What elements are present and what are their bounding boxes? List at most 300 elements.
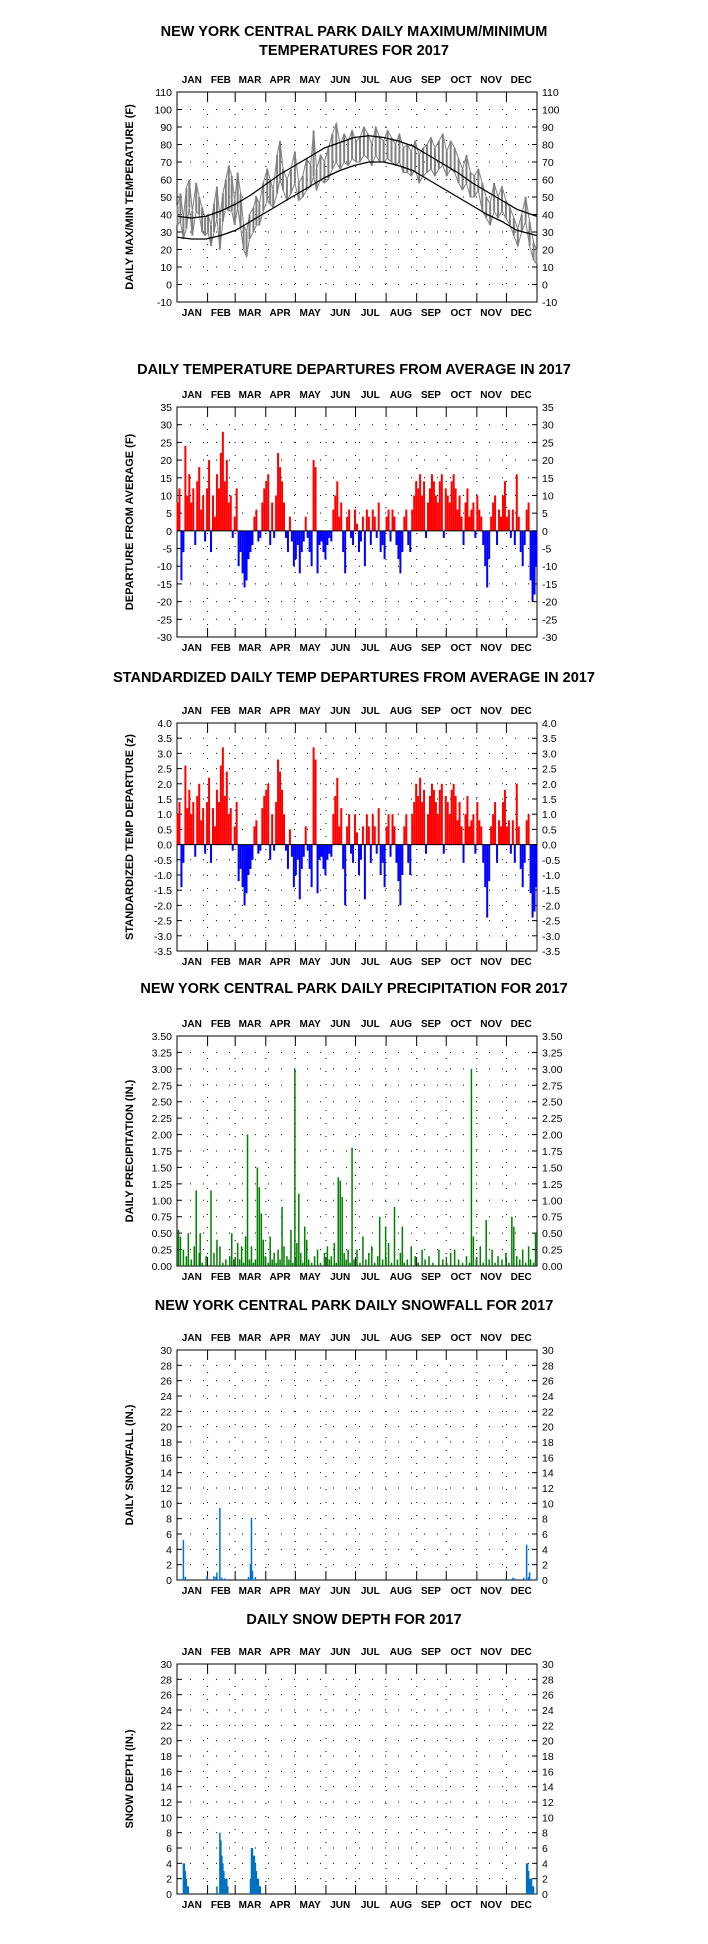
y-tick-label-left: -25	[156, 614, 172, 627]
y-tick-label-right: 30	[542, 1345, 554, 1357]
positive-departure-bar	[447, 802, 449, 845]
negative-departure-bar	[303, 845, 305, 857]
positive-departure-bar	[283, 814, 285, 844]
month-label-bottom: FEB	[210, 1586, 231, 1597]
negative-departure-bar	[443, 531, 445, 538]
month-label-top: FEB	[210, 706, 231, 717]
positive-departure-bar	[338, 826, 340, 844]
month-label-top: JUN	[330, 1647, 351, 1658]
precip-bar	[334, 1243, 336, 1266]
month-label-bottom: APR	[269, 643, 291, 654]
negative-departure-bar	[246, 845, 248, 894]
positive-departure-bar	[439, 790, 441, 845]
month-label-top: SEP	[420, 706, 441, 717]
positive-departure-bar	[366, 814, 368, 844]
negative-departure-bar	[536, 845, 538, 888]
month-label-top: DEC	[510, 1647, 532, 1658]
y-axis-label: STANDARDIZED TEMP DEPARTURE (z)	[124, 734, 136, 940]
y-tick-label-left: 10	[160, 1498, 172, 1511]
positive-departure-bar	[528, 503, 530, 531]
positive-departure-bar	[236, 802, 238, 845]
positive-departure-bar	[498, 820, 500, 844]
positive-departure-bar	[429, 488, 431, 530]
snow-bar	[536, 1578, 538, 1580]
month-label-top: APR	[269, 706, 291, 717]
precip-bar	[359, 1263, 361, 1266]
precip-bar	[508, 1263, 510, 1266]
precip-bar	[428, 1256, 430, 1266]
negative-departure-bar	[291, 531, 293, 542]
positive-departure-bar	[429, 796, 431, 845]
month-label-top: JUL	[360, 1647, 380, 1658]
positive-departure-bar	[457, 510, 459, 531]
precip-bar	[450, 1253, 452, 1266]
chart-zdepart	[113, 670, 595, 968]
positive-departure-bar	[449, 503, 451, 531]
positive-departure-bar	[362, 826, 364, 844]
precip-bar	[191, 1259, 193, 1266]
y-tick-label-left: 4	[166, 1858, 172, 1871]
positive-departure-bar	[445, 796, 447, 845]
precip-bar	[186, 1256, 188, 1266]
negative-departure-bar	[370, 531, 372, 545]
precip-bar	[231, 1233, 233, 1266]
month-label-top: APR	[269, 1019, 291, 1030]
precip-bar	[296, 1243, 298, 1266]
month-label-top: JUN	[330, 1019, 351, 1030]
month-label-bottom: NOV	[480, 643, 502, 654]
month-label-top: AUG	[389, 1333, 413, 1344]
precip-bar	[382, 1259, 384, 1266]
positive-departure-bar	[506, 826, 508, 844]
precip-bar	[294, 1069, 296, 1266]
chart-title: NEW YORK CENTRAL PARK DAILY SNOWFALL FOR 2017	[154, 1298, 554, 1314]
month-label-bottom: MAY	[299, 643, 321, 654]
positive-departure-bar	[423, 790, 425, 845]
positive-departure-bar	[198, 784, 200, 845]
negative-departure-bar	[182, 845, 184, 863]
positive-departure-bar	[431, 784, 433, 845]
month-label-bottom: AUG	[389, 1272, 413, 1283]
y-tick-label-left: 2.00	[151, 1129, 172, 1142]
month-label-bottom: AUG	[389, 643, 413, 654]
positive-departure-bar	[212, 808, 214, 844]
precip-bar	[522, 1250, 524, 1266]
negative-departure-bar	[443, 845, 445, 854]
precip-bar	[469, 1263, 471, 1266]
y-tick-label-left: 3.25	[151, 1047, 172, 1060]
positive-departure-bar	[413, 802, 415, 845]
negative-departure-bar	[409, 531, 411, 552]
month-label-top: AUG	[389, 706, 413, 717]
y-tick-label-left: 80	[160, 139, 172, 152]
y-tick-label-left: 35	[160, 402, 172, 414]
month-label-top: OCT	[450, 1333, 472, 1344]
positive-departure-bar	[437, 814, 439, 844]
precip-bar	[281, 1207, 283, 1266]
month-label-top: NOV	[480, 1647, 502, 1658]
precip-bar	[400, 1253, 402, 1266]
month-label-top: MAR	[238, 390, 262, 401]
month-label-top: OCT	[450, 1019, 472, 1030]
negative-departure-bar	[395, 531, 397, 545]
chart-title: TEMPERATURES FOR 2017	[259, 43, 449, 59]
negative-departure-bar	[307, 845, 309, 851]
positive-departure-bar	[374, 517, 376, 531]
precip-bar	[241, 1246, 243, 1266]
y-tick-label-right: 15	[542, 472, 554, 485]
y-tick-label-left: 20	[160, 244, 172, 257]
negative-departure-bar	[524, 531, 526, 545]
precip-bar	[501, 1259, 503, 1266]
y-tick-label-right: 8	[542, 1827, 548, 1840]
month-label-bottom: MAR	[238, 308, 262, 319]
y-tick-label-left: 16	[160, 1452, 172, 1465]
precip-bar	[298, 1194, 300, 1266]
positive-departure-bar	[334, 796, 336, 845]
negative-departure-bar	[364, 845, 366, 900]
y-tick-label-right: 1.00	[542, 1195, 563, 1208]
precip-bar	[471, 1069, 473, 1266]
negative-departure-bar	[326, 845, 328, 860]
positive-departure-bar	[451, 481, 453, 531]
positive-departure-bar	[234, 826, 236, 844]
positive-departure-bar	[265, 790, 267, 845]
month-label-bottom: DEC	[510, 1272, 532, 1283]
precip-bar	[338, 1177, 340, 1266]
y-tick-label-left: -1.5	[153, 885, 172, 898]
precip-bar	[388, 1243, 390, 1266]
positive-departure-bar	[346, 517, 348, 531]
negative-departure-bar	[488, 531, 490, 559]
month-label-bottom: MAY	[299, 1272, 321, 1283]
month-label-top: JUN	[330, 1333, 351, 1344]
negative-departure-bar	[204, 845, 206, 854]
precip-bar	[243, 1263, 245, 1266]
month-label-top: SEP	[420, 1333, 441, 1344]
positive-departure-bar	[218, 802, 220, 845]
y-tick-label-right: 110	[542, 87, 559, 99]
y-tick-label-right: 2.0	[542, 778, 557, 791]
month-label-bottom: JUL	[360, 957, 380, 968]
negative-departure-bar	[244, 845, 246, 906]
positive-departure-bar	[516, 784, 518, 845]
month-label-top: AUG	[389, 390, 413, 401]
precip-bar	[454, 1250, 456, 1266]
negative-departure-bar	[384, 845, 386, 888]
positive-departure-bar	[441, 474, 443, 531]
y-tick-label-left: 1.75	[151, 1146, 172, 1158]
y-tick-label-right: -1.5	[542, 885, 561, 898]
positive-departure-bar	[421, 495, 423, 530]
y-tick-label-left: 12	[160, 1483, 172, 1495]
negative-departure-bar	[257, 845, 259, 854]
y-tick-label-right: 20	[542, 1421, 554, 1434]
negative-departure-bar	[210, 531, 212, 552]
y-tick-label-left: 15	[160, 472, 172, 485]
precip-bar	[351, 1148, 353, 1266]
precip-bar	[304, 1227, 306, 1266]
positive-departure-bar	[218, 488, 220, 530]
y-tick-label-left: 28	[160, 1674, 172, 1687]
precip-bar	[516, 1256, 518, 1266]
y-axis-label: DAILY PRECIPITATION (IN.)	[124, 1079, 136, 1223]
precip-bar	[275, 1263, 277, 1266]
y-tick-label-right: -0.5	[542, 854, 561, 867]
negative-departure-bar	[397, 531, 399, 559]
negative-departure-bar	[259, 845, 261, 851]
negative-departure-bar	[322, 531, 324, 552]
month-label-bottom: JAN	[181, 957, 202, 968]
y-tick-label-left: -5	[162, 543, 172, 556]
month-label-bottom: MAY	[299, 1586, 321, 1597]
chart-depart	[124, 362, 571, 654]
negative-departure-bar	[360, 531, 362, 542]
negative-departure-bar	[482, 531, 484, 545]
positive-departure-bar	[388, 510, 390, 531]
y-tick-label-right: 0.75	[542, 1211, 563, 1224]
precip-bar	[308, 1259, 310, 1266]
positive-departure-bar	[492, 503, 494, 531]
positive-departure-bar	[192, 802, 194, 845]
month-label-bottom: APR	[269, 1900, 291, 1911]
y-tick-label-left: 24	[160, 1705, 172, 1717]
negative-departure-bar	[344, 531, 346, 573]
month-label-top: SEP	[420, 1647, 441, 1658]
y-tick-label-right: -2.5	[542, 915, 561, 928]
positive-departure-bar	[176, 503, 178, 531]
negative-departure-bar	[319, 845, 321, 860]
positive-departure-bar	[315, 467, 317, 531]
precip-bar	[188, 1233, 190, 1266]
y-tick-label-left: -10	[156, 561, 172, 574]
y-tick-label-right: 3.0	[542, 748, 557, 761]
y-tick-label-left: 0	[166, 525, 172, 538]
depth-bar	[227, 1886, 229, 1894]
positive-departure-bar	[305, 517, 307, 531]
positive-departure-bar	[494, 802, 496, 845]
positive-departure-bar	[224, 796, 226, 845]
positive-departure-bar	[224, 481, 226, 531]
y-tick-label-right: 10	[542, 262, 554, 274]
month-label-top: AUG	[389, 1647, 413, 1658]
negative-departure-bar	[293, 845, 295, 888]
positive-departure-bar	[403, 826, 405, 844]
positive-departure-bar	[255, 820, 257, 844]
positive-departure-bar	[354, 814, 356, 844]
positive-departure-bar	[279, 772, 281, 845]
positive-departure-bar	[466, 796, 468, 845]
y-tick-label-right: 1.0	[542, 809, 557, 822]
positive-departure-bar	[478, 820, 480, 844]
negative-departure-bar	[496, 531, 498, 545]
precip-bar	[368, 1253, 370, 1266]
precip-bar	[261, 1213, 263, 1266]
month-label-top: DEC	[510, 390, 532, 401]
positive-departure-bar	[464, 814, 466, 844]
snow-bar	[514, 1578, 516, 1580]
negative-departure-bar	[232, 531, 234, 538]
precip-bar	[255, 1259, 256, 1266]
snow-bar	[251, 1518, 253, 1580]
positive-departure-bar	[372, 814, 374, 844]
positive-departure-bar	[427, 814, 429, 844]
positive-departure-bar	[178, 802, 180, 845]
y-tick-label-left: 20	[160, 1735, 172, 1748]
y-tick-label-left: 0.5	[157, 824, 172, 837]
positive-departure-bar	[200, 820, 202, 844]
positive-departure-bar	[368, 517, 370, 531]
positive-departure-bar	[222, 747, 224, 844]
negative-departure-bar	[370, 845, 372, 863]
negative-departure-bar	[484, 845, 486, 888]
month-label-top: OCT	[450, 390, 472, 401]
month-label-top: MAY	[299, 1019, 321, 1030]
month-label-bottom: OCT	[450, 1900, 472, 1911]
y-tick-label-left: -15	[156, 578, 172, 591]
y-tick-label-right: 28	[542, 1360, 554, 1373]
positive-departure-bar	[494, 495, 496, 530]
positive-departure-bar	[313, 747, 315, 844]
y-axis-label: SNOW DEPTH (IN.)	[124, 1729, 136, 1829]
y-tick-label-right: -30	[542, 632, 558, 644]
y-tick-label-left: 1.0	[157, 809, 172, 822]
negative-departure-bar	[299, 845, 301, 900]
month-label-bottom: AUG	[389, 1586, 413, 1597]
y-tick-label-right: -3.5	[542, 946, 561, 958]
y-tick-label-left: 30	[160, 227, 172, 239]
positive-departure-bar	[461, 517, 463, 531]
month-label-top: SEP	[420, 1019, 441, 1030]
negative-departure-bar	[407, 531, 409, 545]
precip-bar	[371, 1246, 373, 1266]
positive-departure-bar	[459, 802, 461, 845]
y-tick-label-left: 2.75	[151, 1080, 172, 1093]
y-tick-label-right: 30	[542, 419, 554, 432]
positive-departure-bar	[455, 488, 457, 530]
y-tick-label-right: 35	[542, 402, 554, 414]
positive-departure-bar	[202, 808, 204, 844]
positive-departure-bar	[461, 826, 463, 844]
positive-departure-bar	[451, 790, 453, 845]
snow-bar	[505, 1578, 507, 1580]
y-tick-label-left: 30	[160, 419, 172, 432]
precip-bar	[466, 1256, 468, 1266]
month-label-bottom: APR	[269, 308, 291, 319]
precip-bar	[288, 1259, 290, 1266]
month-label-bottom: AUG	[389, 957, 413, 968]
positive-departure-bar	[263, 796, 265, 845]
month-label-top: DEC	[510, 75, 532, 86]
positive-departure-bar	[435, 802, 437, 845]
positive-departure-bar	[236, 488, 238, 530]
month-label-bottom: SEP	[420, 957, 441, 968]
negative-departure-bar	[251, 845, 253, 860]
y-tick-label-right: 20	[542, 455, 554, 468]
negative-departure-bar	[309, 845, 311, 869]
positive-departure-bar	[366, 510, 368, 531]
positive-departure-bar	[449, 814, 451, 844]
positive-departure-bar	[208, 460, 210, 531]
positive-departure-bar	[253, 826, 255, 844]
precip-bar	[306, 1240, 308, 1266]
precip-bar	[317, 1250, 319, 1266]
negative-departure-bar	[524, 845, 526, 863]
month-label-bottom: JAN	[181, 1272, 202, 1283]
y-tick-label-right: 24	[542, 1391, 554, 1403]
y-tick-label-right: 8	[542, 1513, 548, 1526]
positive-departure-bar	[470, 820, 472, 844]
positive-departure-bar	[490, 517, 492, 531]
y-tick-label-left: -2.5	[153, 915, 172, 928]
snow-bar	[216, 1572, 218, 1580]
snow-bar	[219, 1508, 221, 1580]
negative-departure-bar	[307, 531, 309, 538]
month-label-bottom: OCT	[450, 1272, 472, 1283]
positive-departure-bar	[214, 517, 216, 531]
positive-departure-bar	[212, 495, 214, 530]
positive-departure-bar	[220, 766, 222, 845]
positive-departure-bar	[265, 481, 267, 531]
positive-departure-bar	[470, 510, 472, 531]
month-label-top: SEP	[420, 75, 441, 86]
y-tick-label-right: 4	[542, 1544, 548, 1557]
y-tick-label-right: 0	[542, 525, 548, 538]
negative-departure-bar	[350, 845, 352, 854]
depth-bar	[260, 1886, 262, 1894]
precip-bar	[247, 1135, 249, 1266]
depth-bar	[533, 1886, 535, 1894]
precip-bar	[513, 1227, 515, 1266]
negative-departure-bar	[311, 531, 313, 566]
y-tick-label-left: 22	[160, 1720, 172, 1733]
y-tick-label-left: 14	[160, 1781, 172, 1794]
precip-bar	[216, 1240, 218, 1266]
precip-bar	[210, 1190, 212, 1266]
y-tick-label-left: 18	[160, 1751, 172, 1763]
month-label-bottom: JUL	[360, 1586, 380, 1597]
negative-departure-bar	[425, 531, 427, 538]
positive-departure-bar	[504, 790, 506, 845]
y-tick-label-right: 6	[542, 1843, 548, 1855]
y-tick-label-right: 1.75	[542, 1146, 563, 1158]
negative-departure-bar	[273, 845, 275, 851]
positive-departure-bar	[356, 832, 358, 844]
precip-bar	[199, 1233, 201, 1266]
positive-departure-bar	[512, 820, 514, 844]
y-tick-label-left: 1.50	[151, 1162, 172, 1175]
y-tick-label-right: 20	[542, 244, 554, 257]
month-label-bottom: DEC	[510, 957, 532, 968]
precip-bar	[480, 1246, 482, 1266]
positive-departure-bar	[196, 796, 198, 845]
chart-title: DAILY SNOW DEPTH FOR 2017	[246, 1612, 462, 1628]
negative-departure-bar	[344, 845, 346, 906]
negative-departure-bar	[244, 531, 246, 588]
positive-departure-bar	[386, 517, 388, 531]
y-tick-label-left: 60	[160, 174, 172, 187]
positive-departure-bar	[184, 446, 186, 531]
y-tick-label-right: 0.50	[542, 1228, 563, 1241]
negative-departure-bar	[328, 845, 330, 854]
positive-departure-bar	[338, 517, 340, 531]
negative-departure-bar	[522, 531, 524, 566]
y-tick-label-right: 3.00	[542, 1063, 563, 1076]
snow-bar	[252, 1571, 254, 1580]
y-tick-label-right: 16	[542, 1452, 554, 1465]
positive-departure-bar	[334, 495, 336, 530]
positive-departure-bar	[472, 503, 474, 531]
